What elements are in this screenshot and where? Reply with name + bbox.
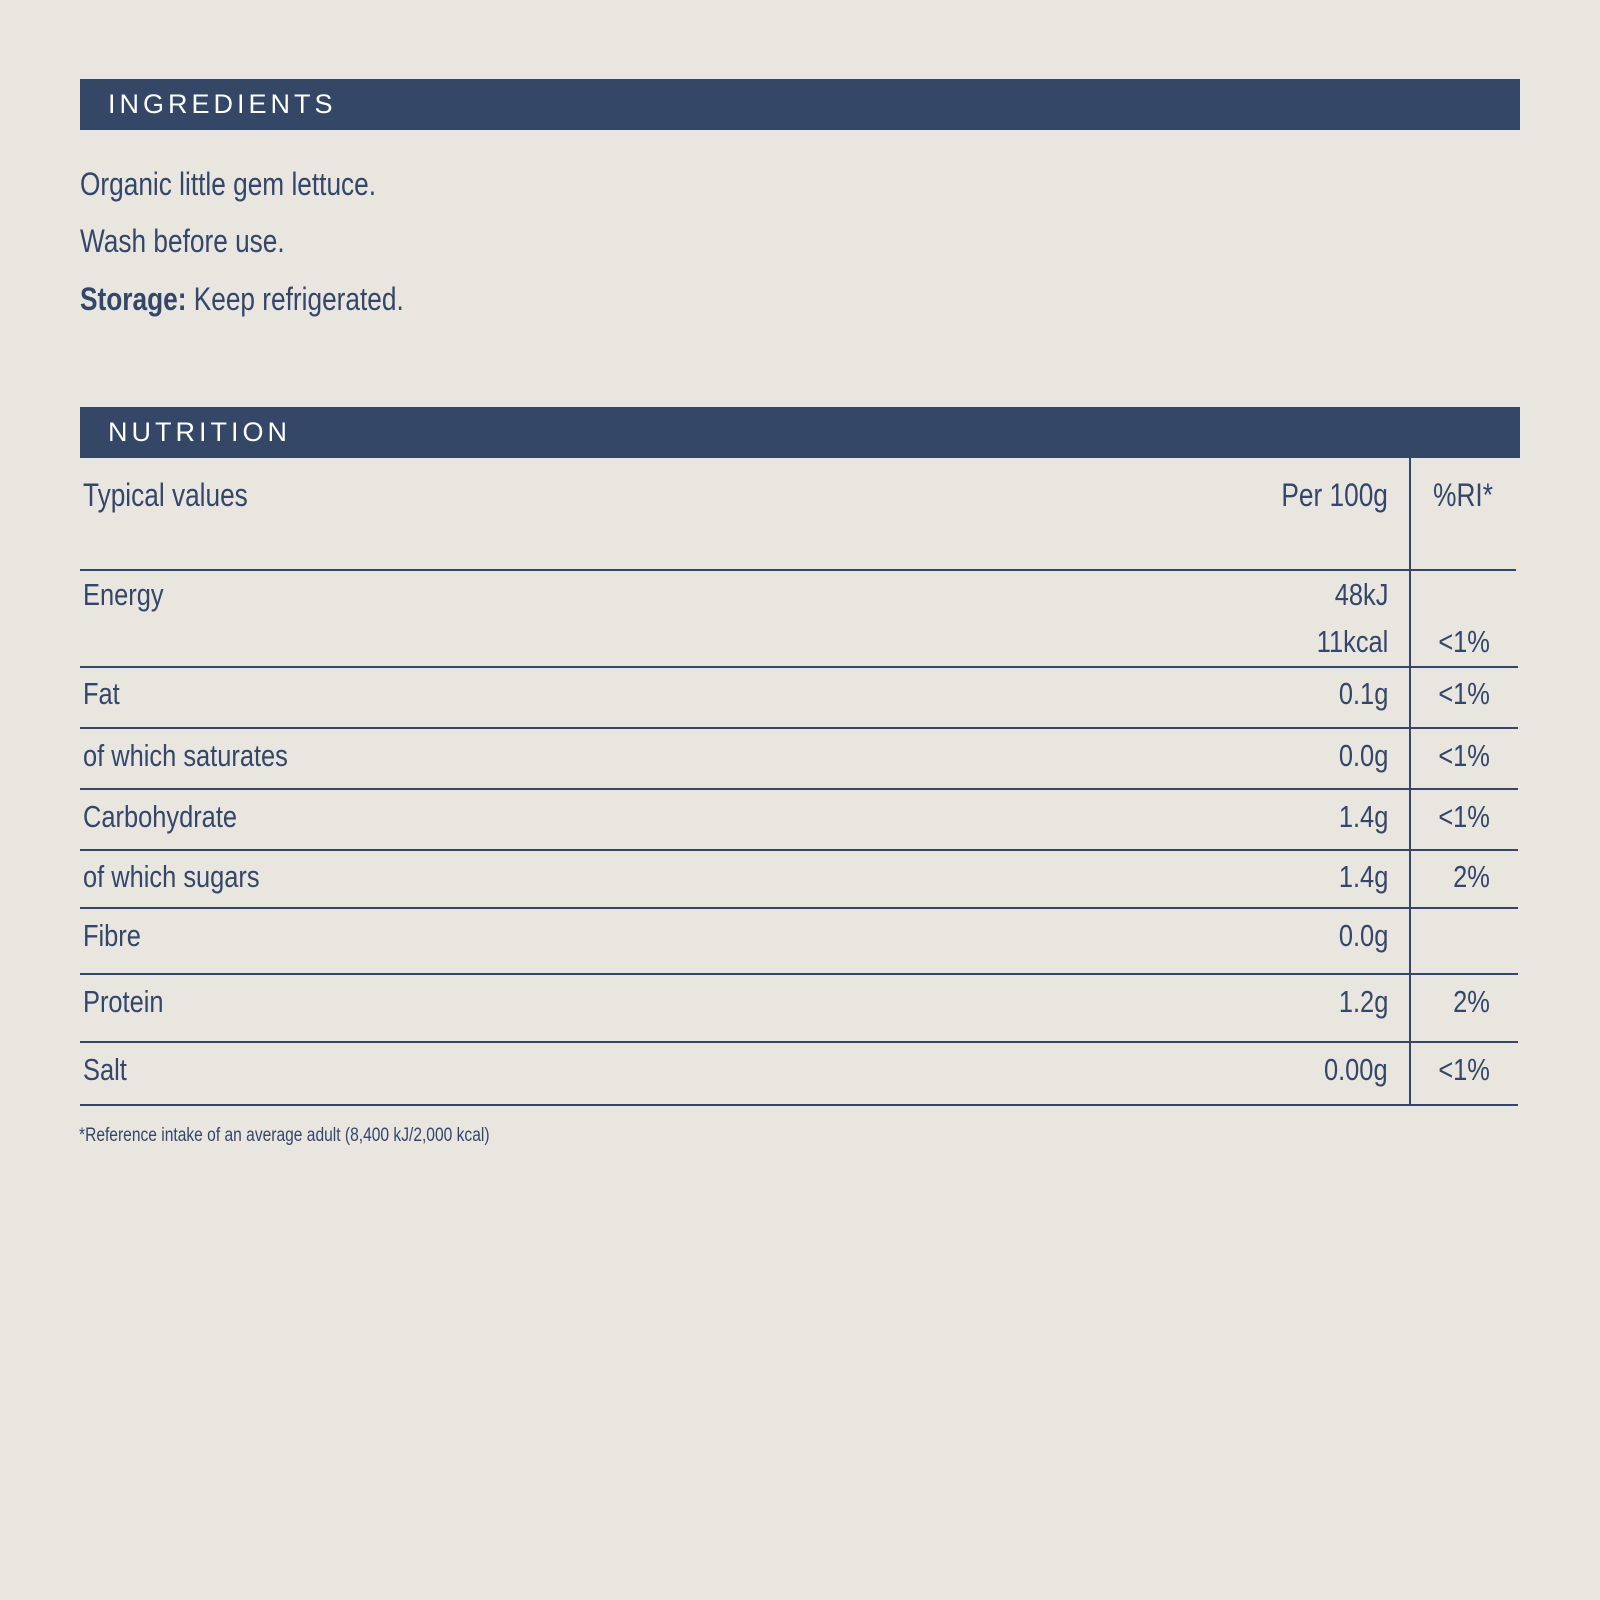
row-divider bbox=[80, 849, 1518, 851]
nutrient-label: of which sugars bbox=[83, 859, 260, 894]
nutrient-label: Carbohydrate bbox=[83, 799, 238, 834]
row-divider bbox=[80, 973, 1518, 975]
nutrient-ri: <1% bbox=[1438, 1052, 1490, 1087]
nutrient-label: Salt bbox=[83, 1052, 127, 1087]
nutrient-ri: <1% bbox=[1438, 676, 1490, 711]
nutrient-value: 0.00g bbox=[1324, 1052, 1388, 1087]
row-divider bbox=[80, 727, 1518, 729]
header-typical-values: Typical values bbox=[83, 477, 248, 513]
nutrient-value: 1.2g bbox=[1338, 984, 1388, 1019]
nutrient-label: Fibre bbox=[83, 918, 141, 953]
storage-text: Keep refrigerated. bbox=[186, 281, 404, 317]
reference-intake-footnote: *Reference intake of an average adult (8,400 kJ/2,000 kcal) bbox=[79, 1125, 490, 1146]
nutrient-ri: <1% bbox=[1438, 799, 1490, 834]
header-per-100g: Per 100g bbox=[1281, 477, 1388, 513]
column-divider bbox=[1409, 458, 1411, 1105]
storage-line bbox=[80, 281, 404, 318]
nutrient-ri: 2% bbox=[1453, 984, 1490, 1019]
nutrient-value: 0.0g bbox=[1338, 918, 1388, 953]
nutrient-value: 0.1g bbox=[1338, 676, 1388, 711]
storage-label: Storage: bbox=[80, 281, 187, 317]
energy-ri: <1% bbox=[1438, 624, 1490, 659]
energy-kcal: 11kcal bbox=[1316, 624, 1388, 659]
nutrient-ri: <1% bbox=[1438, 738, 1490, 773]
row-divider bbox=[80, 1041, 1518, 1043]
nutrient-value: 1.4g bbox=[1338, 799, 1388, 834]
energy-label: Energy bbox=[83, 577, 164, 612]
row-divider bbox=[80, 666, 1518, 668]
ingredients-heading: INGREDIENTS bbox=[108, 89, 337, 119]
ingredients-line: Organic little gem lettuce. bbox=[80, 166, 377, 202]
nutrition-header-bar bbox=[80, 407, 1520, 458]
header-ri: %RI* bbox=[1433, 477, 1493, 513]
row-divider bbox=[80, 569, 1516, 571]
row-divider bbox=[80, 907, 1518, 909]
usage-instruction: Wash before use. bbox=[80, 223, 285, 259]
row-divider bbox=[80, 788, 1518, 790]
nutrition-heading: NUTRITION bbox=[108, 417, 291, 447]
table-bottom-border bbox=[80, 1104, 1518, 1106]
nutrition-table bbox=[80, 458, 1520, 1106]
nutrient-label: Fat bbox=[83, 676, 120, 711]
nutrient-value: 1.4g bbox=[1338, 859, 1388, 894]
energy-kj: 48kJ bbox=[1334, 577, 1388, 612]
nutrient-value: 0.0g bbox=[1338, 738, 1388, 773]
nutrient-label: of which saturates bbox=[83, 738, 288, 773]
ingredients-header-bar bbox=[80, 79, 1520, 130]
nutrient-label: Protein bbox=[83, 984, 164, 1019]
nutrient-ri: 2% bbox=[1453, 859, 1490, 894]
